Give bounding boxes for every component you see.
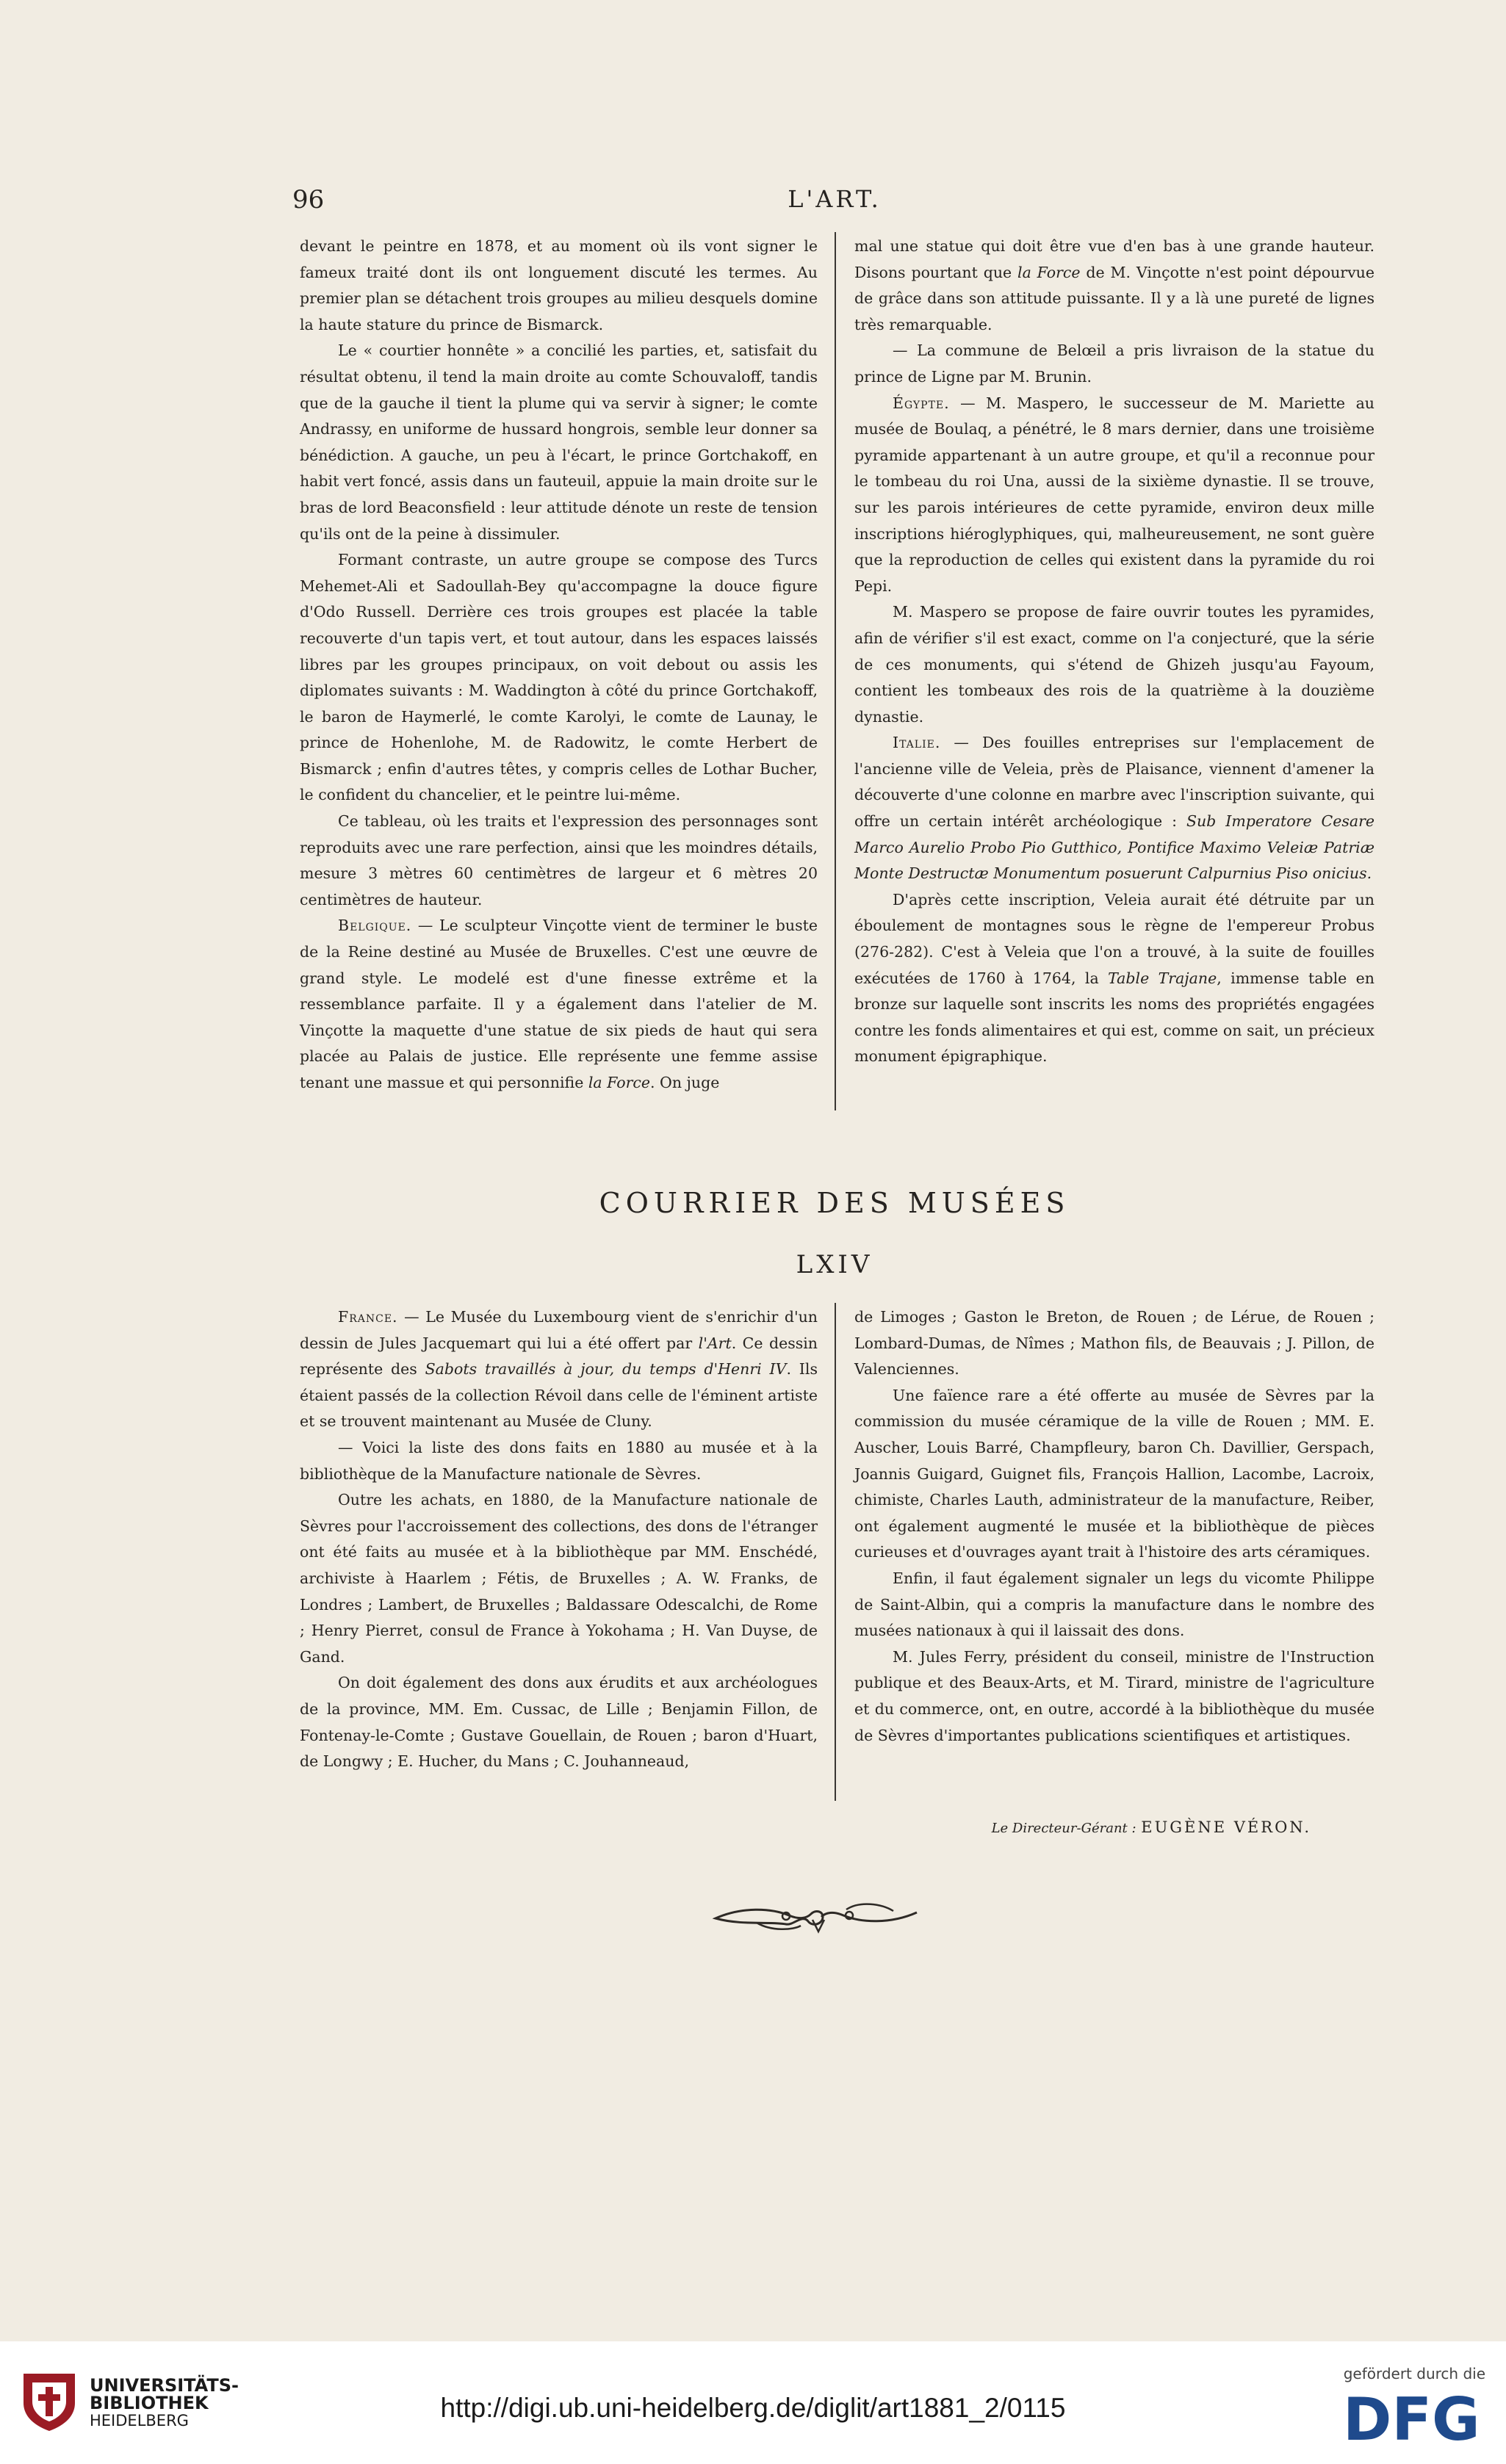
country-label: Belgique. (338, 917, 412, 935)
page-header (292, 185, 1377, 214)
paragraph: Ce tableau, où les traits et l'expression des personnages sont reproduits avec une rare perfection, ainsi que les moindres détails, mesure 3 mètres 60 centimètres de largeur et 6 mètres 20 centimètres de hauteur. (300, 812, 818, 908)
paragraph: — Voici la liste des dons faits en 1880 au musée et à la bibliothèque de la Manufacture nationale de Sèvres. (300, 1438, 818, 1483)
column-divider (835, 232, 836, 1110)
paragraph: France. — Le Musée du Luxembourg vient de s'enrichir d'un dessin de Jules Jacquemart qui lui a été offert par l'Art. Ce dessin représente des Sabots travaillés à jour, du temps d'Henri IV. Ils étaient passés de la collection Révoil dans celle de l'éminent artiste et se trouvent maintenant au Musée de Cluny. (300, 1308, 818, 1431)
journal-title: L'ART. (788, 185, 882, 213)
funded-by-label: gefördert durch die (1343, 2365, 1485, 2382)
country-label: France. (338, 1308, 398, 1326)
paragraph: M. Jules Ferry, président du conseil, ministre de l'Instruction publique et des Beaux-Arts, et M. Tirard, ministre de l'agriculture et du commerce, ont, en outre, accordé à la bibliothèque du musée de Sèvres d'importantes publications scientifiques et artistiques. (854, 1647, 1375, 1744)
paragraph: Outre les achats, en 1880, de la Manufacture nationale de Sèvres pour l'accroissement des collections, des dons de l'étranger ont été faits au musée et à la bibliothèque par MM. Enschédé, archiviste à Haarlem ; Fétis, de Bruxelles ; A. W. Franks, de Londres ; Lambert, de Bruxelles ; Baldassare Odescalchi, de Rome ; Henry Pierret, consul de France à Yokohama ; H. Van Duyse, de Gand. (300, 1491, 818, 1666)
paragraph: Formant contraste, un autre groupe se compose des Turcs Mehemet-Ali et Sadoullah-Bey qu'accompagne la douce figure d'Odo Russell. Derrière ces trois groupes est placée la table recouverte d'un tapis vert, et tout autour, dans les espaces laissés libres par les groupes principaux, on voit debout ou assis les diplomates suivants : M. Waddington à côté du prince Gortchakoff, le baron de Haymerlé, le comte Karolyi, le comte de Launay, le prince de Hohenlohe, M. de Radowitz, le comte Herbert de Bismarck ; enfin d'autres têtes, y compris celles de Lothar Bucher, le confident du chancelier, et le peintre lui-même. (300, 551, 818, 804)
dfg-logo (1343, 2387, 1485, 2447)
paragraph: — La commune de Belœil a pris livraison de la statue du prince de Ligne par M. Brunin. (854, 342, 1375, 386)
paragraph: Le « courtier honnête » a concilié les parties, et, satisfait du résultat obtenu, il tend la main droite au comte Schouvaloff, tandis que de la gauche il tient la plume qui va servir à signer; le comte Andrassy, en uniforme de hussard hongrois, semble leur donner sa bénédiction. A gauche, un peu à l'écart, le prince Gortchakoff, en habit vert foncé, assis dans un fauteuil, appuie la main droite sur le bras de lord Beaconsfield : leur attitude dénote un reste de tension qu'ils ont de la peine à dissimuler. (300, 342, 818, 543)
signature-role: Le Directeur-Gérant : (991, 1821, 1136, 1836)
signature-name: EUGÈNE VÉRON. (1141, 1818, 1311, 1836)
page-number: 96 (292, 185, 325, 214)
paragraph: Italie. — Des fouilles entreprises sur l'emplacement de l'ancienne ville de Veleia, près de Plaisance, viennent d'amener la découverte d'une colonne en marbre avec l'inscription suivante, qui offre un certain intérêt archéologique : Sub Imperatore Cesare Marco Aurelio Probo Pio Gutthico, Pontifice Maximo Veleiæ Patriæ Monte Destructæ Monumentum posuerunt Calpurnius Piso onicius. (854, 734, 1375, 883)
section-number: LXIV (796, 1250, 873, 1279)
section2-right-column (854, 1304, 1375, 1749)
paragraph: M. Maspero se propose de faire ouvrir toutes les pyramides, afin de vérifier s'il est exact, comme on l'a conjecturé, que la série de ces monuments, qui s'étend de Ghizeh jusqu'au Fayoum, contient les tombeaux des rois de la quatrième à la douzième dynastie. (854, 603, 1375, 726)
svg-text:DFG: DFG (1343, 2387, 1480, 2447)
paragraph: Enfin, il faut également signaler un legs du vicomte Philippe de Saint-Albin, qui a compris la manufacture dans le nombre des musées nationaux à qui il laissait des dons. (854, 1569, 1375, 1640)
paragraph: Égypte. — M. Maspero, le successeur de M. Mariette au musée de Boulaq, a pénétré, le 8 mars dernier, dans une troisième pyramide appartenant à un autre groupe, et qu'il a reconnue pour le tombeau du roi Una, aussi de la sixième dynastie. Il se trouve, sur les parois intérieures de cette pyramide, environ deux mille inscriptions hiéroglyphiques, qui, malheureusement, ne sont guère que la reproduction de celles qui existent dans la pyramide du roi Pepi. (854, 394, 1375, 595)
paragraph: On doit également des dons aux érudits et aux archéologues de la province, MM. Em. Cussac, de Lille ; Benjamin Fillon, de Fontenay-le-Comte ; Gustave Gouellain, de Rouen ; baron d'Huart, de Longwy ; E. Hucher, du Mans ; C. Jouhanneaud, (300, 1674, 818, 1771)
column-divider (835, 1303, 836, 1801)
section1-left-column (300, 234, 818, 1096)
section-heading: COURRIER DES MUSÉES (599, 1187, 1070, 1219)
institution-name: UNIVERSITÄTS- BIBLIOTHEK HEIDELBERG (90, 2375, 239, 2429)
paragraph: mal une statue qui doit être vue d'en bas à une grande hauteur. Disons pourtant que la Force de M. Vinçotte n'est point dépourvue de grâce dans son attitude puissante. Il y a là une pureté de lignes très remarquable. (854, 237, 1375, 333)
paragraph: de Limoges ; Gaston le Breton, de Rouen ; de Lérue, de Rouen ; Lombard-Dumas, de Nîmes ; Mathon fils, de Beauvais ; J. Pillon, de Valenciennes. (854, 1308, 1375, 1379)
footer-bar (0, 2341, 1506, 2464)
paragraph: Belgique. — Le sculpteur Vinçotte vient de terminer le buste de la Reine destiné au Musée de Bruxelles. C'est une œuvre de grand style. Le modelé est d'une finesse extrême et la ressemblance parfaite. Il y a également dans l'atelier de M. Vinçotte la maquette d'une statue de six pieds de haut qui sera placée au Palais de justice. Elle représente une femme assise tenant une massue et qui personnifie la Force. On juge (300, 917, 818, 1091)
section1-right-column (854, 234, 1375, 1070)
country-label: Égypte. (893, 394, 950, 412)
permalink-url[interactable]: http://digi.ub.uni-heidelberg.de/diglit/art1881_2/0115 (440, 2393, 1066, 2423)
section2-left-column (300, 1304, 818, 1775)
paragraph: Une faïence rare a été offerte au musée de Sèvres par la commission du musée céramique de la ville de Rouen ; MM. E. Auscher, Louis Barré, Champfleury, baron Ch. Davillier, Gerspach, Joannis Guigard, Guignet fils, François Hallion, Lacombe, Lacroix, chimiste, Charles Lauth, administrateur de la manufacture, Reiber, ont également augmenté le musée et la bibliothèque de pièces curieuses et d'ouvrages ayant trait à l'histoire des arts céramiques. (854, 1386, 1375, 1561)
signature (854, 1818, 1311, 1836)
country-label: Italie. (893, 734, 941, 752)
decorative-ornament (713, 1893, 920, 1937)
paragraph: D'après cette inscription, Veleia aurait été détruite par un éboulement de montagnes sous le règne de l'empereur Probus (276-282). C'est à Veleia que l'on a trouvé, à la suite de fouilles exécutées de 1760 à 1764, la Table Trajane, immense table en bronze sur laquelle sont inscrits les noms des propriétés engagées contre les fonds alimentaires et qui est, comme on sait, un précieux monument épigraphique. (854, 890, 1375, 1066)
paragraph: devant le peintre en 1878, et au moment où ils vont signer le fameux traité dont ils ont longuement discuté les termes. Au premier plan se détachent trois groupes au milieu desquels domine la haute stature du prince de Bismarck. (300, 237, 818, 333)
